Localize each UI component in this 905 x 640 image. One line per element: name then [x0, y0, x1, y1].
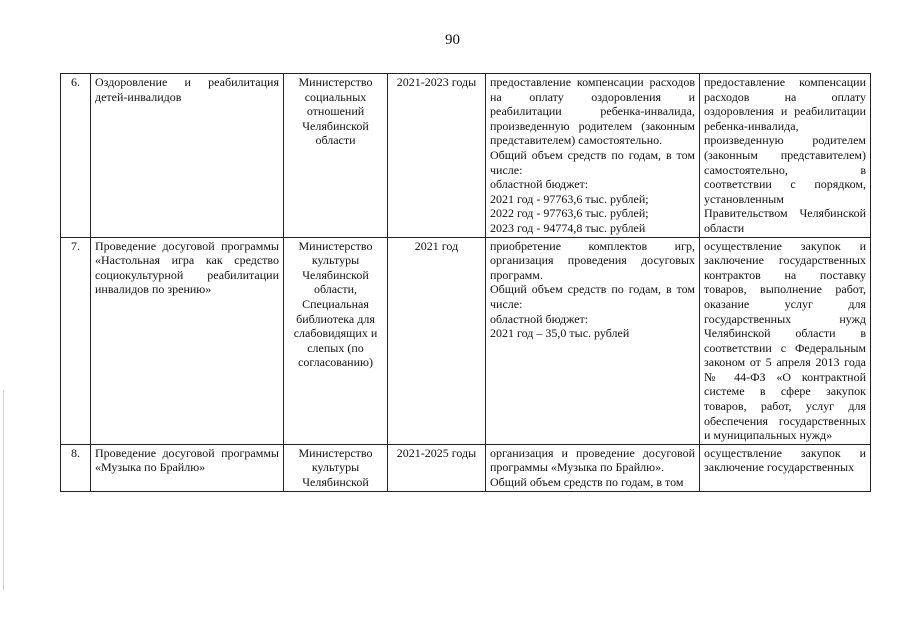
- description-line: приобретение комплектов игр, организация проведения досуговых программ.: [490, 238, 695, 282]
- term: 2021-2025 годы: [388, 444, 486, 491]
- measure-name: Проведение досуговой программы «Музыка по Брайлю»: [91, 444, 284, 491]
- description-line: областной бюджет:: [490, 177, 589, 192]
- description-line: областной бюджет:: [490, 311, 589, 326]
- executor-text: Министерство культуры Челябинской: [298, 445, 373, 490]
- measure-name: Оздоровление и реабилитация детей-инвалидов: [91, 74, 284, 238]
- description: [486, 74, 700, 238]
- expected-result: осуществление закупок и заключение государственных: [700, 444, 871, 491]
- description-line: Общий объем средств по годам, в том числе:: [490, 282, 695, 311]
- description-line: организация и проведение досуговой программы «Музыка по Брайлю».: [490, 445, 695, 475]
- table-row: [61, 237, 871, 444]
- expected-result: осуществление закупок и заключение государственных контрактов на поставку товаров, выполнение работ, оказание услуг для государственных нужд Челябинской области в соответствии с Федеральным законом от 5 апреля 2013 года № 44-ФЗ «О контрактной системе в сфере закупок товаров, работ, услуг для обеспечения государственных и муниципальных нужд»: [700, 237, 871, 444]
- table-row: [61, 444, 871, 491]
- description-line: 2021 год - 97763,6 тыс. рублей;: [490, 191, 649, 206]
- measure-name: Проведение досуговой программы «Настольная игра как средство социокультурной реабилитации инвалидов по зрению»: [91, 237, 284, 444]
- expected-result: предоставление компенсации расходов на оплату оздоровления и реабилитации ребенка-инвалида, произведенную родителем (законным представителем) самостоятельно, в соответствии с порядком, установленным Правительством Челябинской области: [700, 74, 871, 238]
- table-row: [61, 74, 871, 238]
- executor: [284, 237, 388, 444]
- description-line: 2022 год - 97763,6 тыс. рублей;: [490, 206, 649, 221]
- term: 2021 год: [388, 237, 486, 444]
- description: [486, 444, 700, 491]
- page-number: 90: [445, 32, 460, 48]
- scan-edge-line: [3, 390, 4, 590]
- executor: [284, 74, 388, 238]
- description-line: 2021 год – 35,0 тыс. рублей: [490, 326, 630, 341]
- row-number: 8.: [61, 444, 91, 491]
- description-line: предоставление компенсации расходов на оплату оздоровления и реабилитации ребенка-инвалида, произведенную родителем (законным представителем) самостоятельно.: [490, 75, 695, 148]
- description-line: Общий объем средств по годам, в том числе:: [490, 147, 695, 177]
- executor-text: Министерство культуры Челябинской области, Специальная библиотека для слабовидящих и слепых (по согласованию): [293, 238, 378, 370]
- row-number: 7.: [61, 237, 91, 444]
- term: 2021-2023 годы: [388, 74, 486, 238]
- description-line: 2023 год - 94774,8 тыс. рублей: [490, 220, 646, 235]
- description: [486, 237, 700, 444]
- executor: [284, 444, 388, 491]
- measures-table: [60, 73, 871, 492]
- executor-text: Министерство социальных отношений Челябинской области: [298, 75, 373, 148]
- row-number: 6.: [61, 74, 91, 238]
- description-line: Общий объем средств по годам, в том: [490, 475, 684, 490]
